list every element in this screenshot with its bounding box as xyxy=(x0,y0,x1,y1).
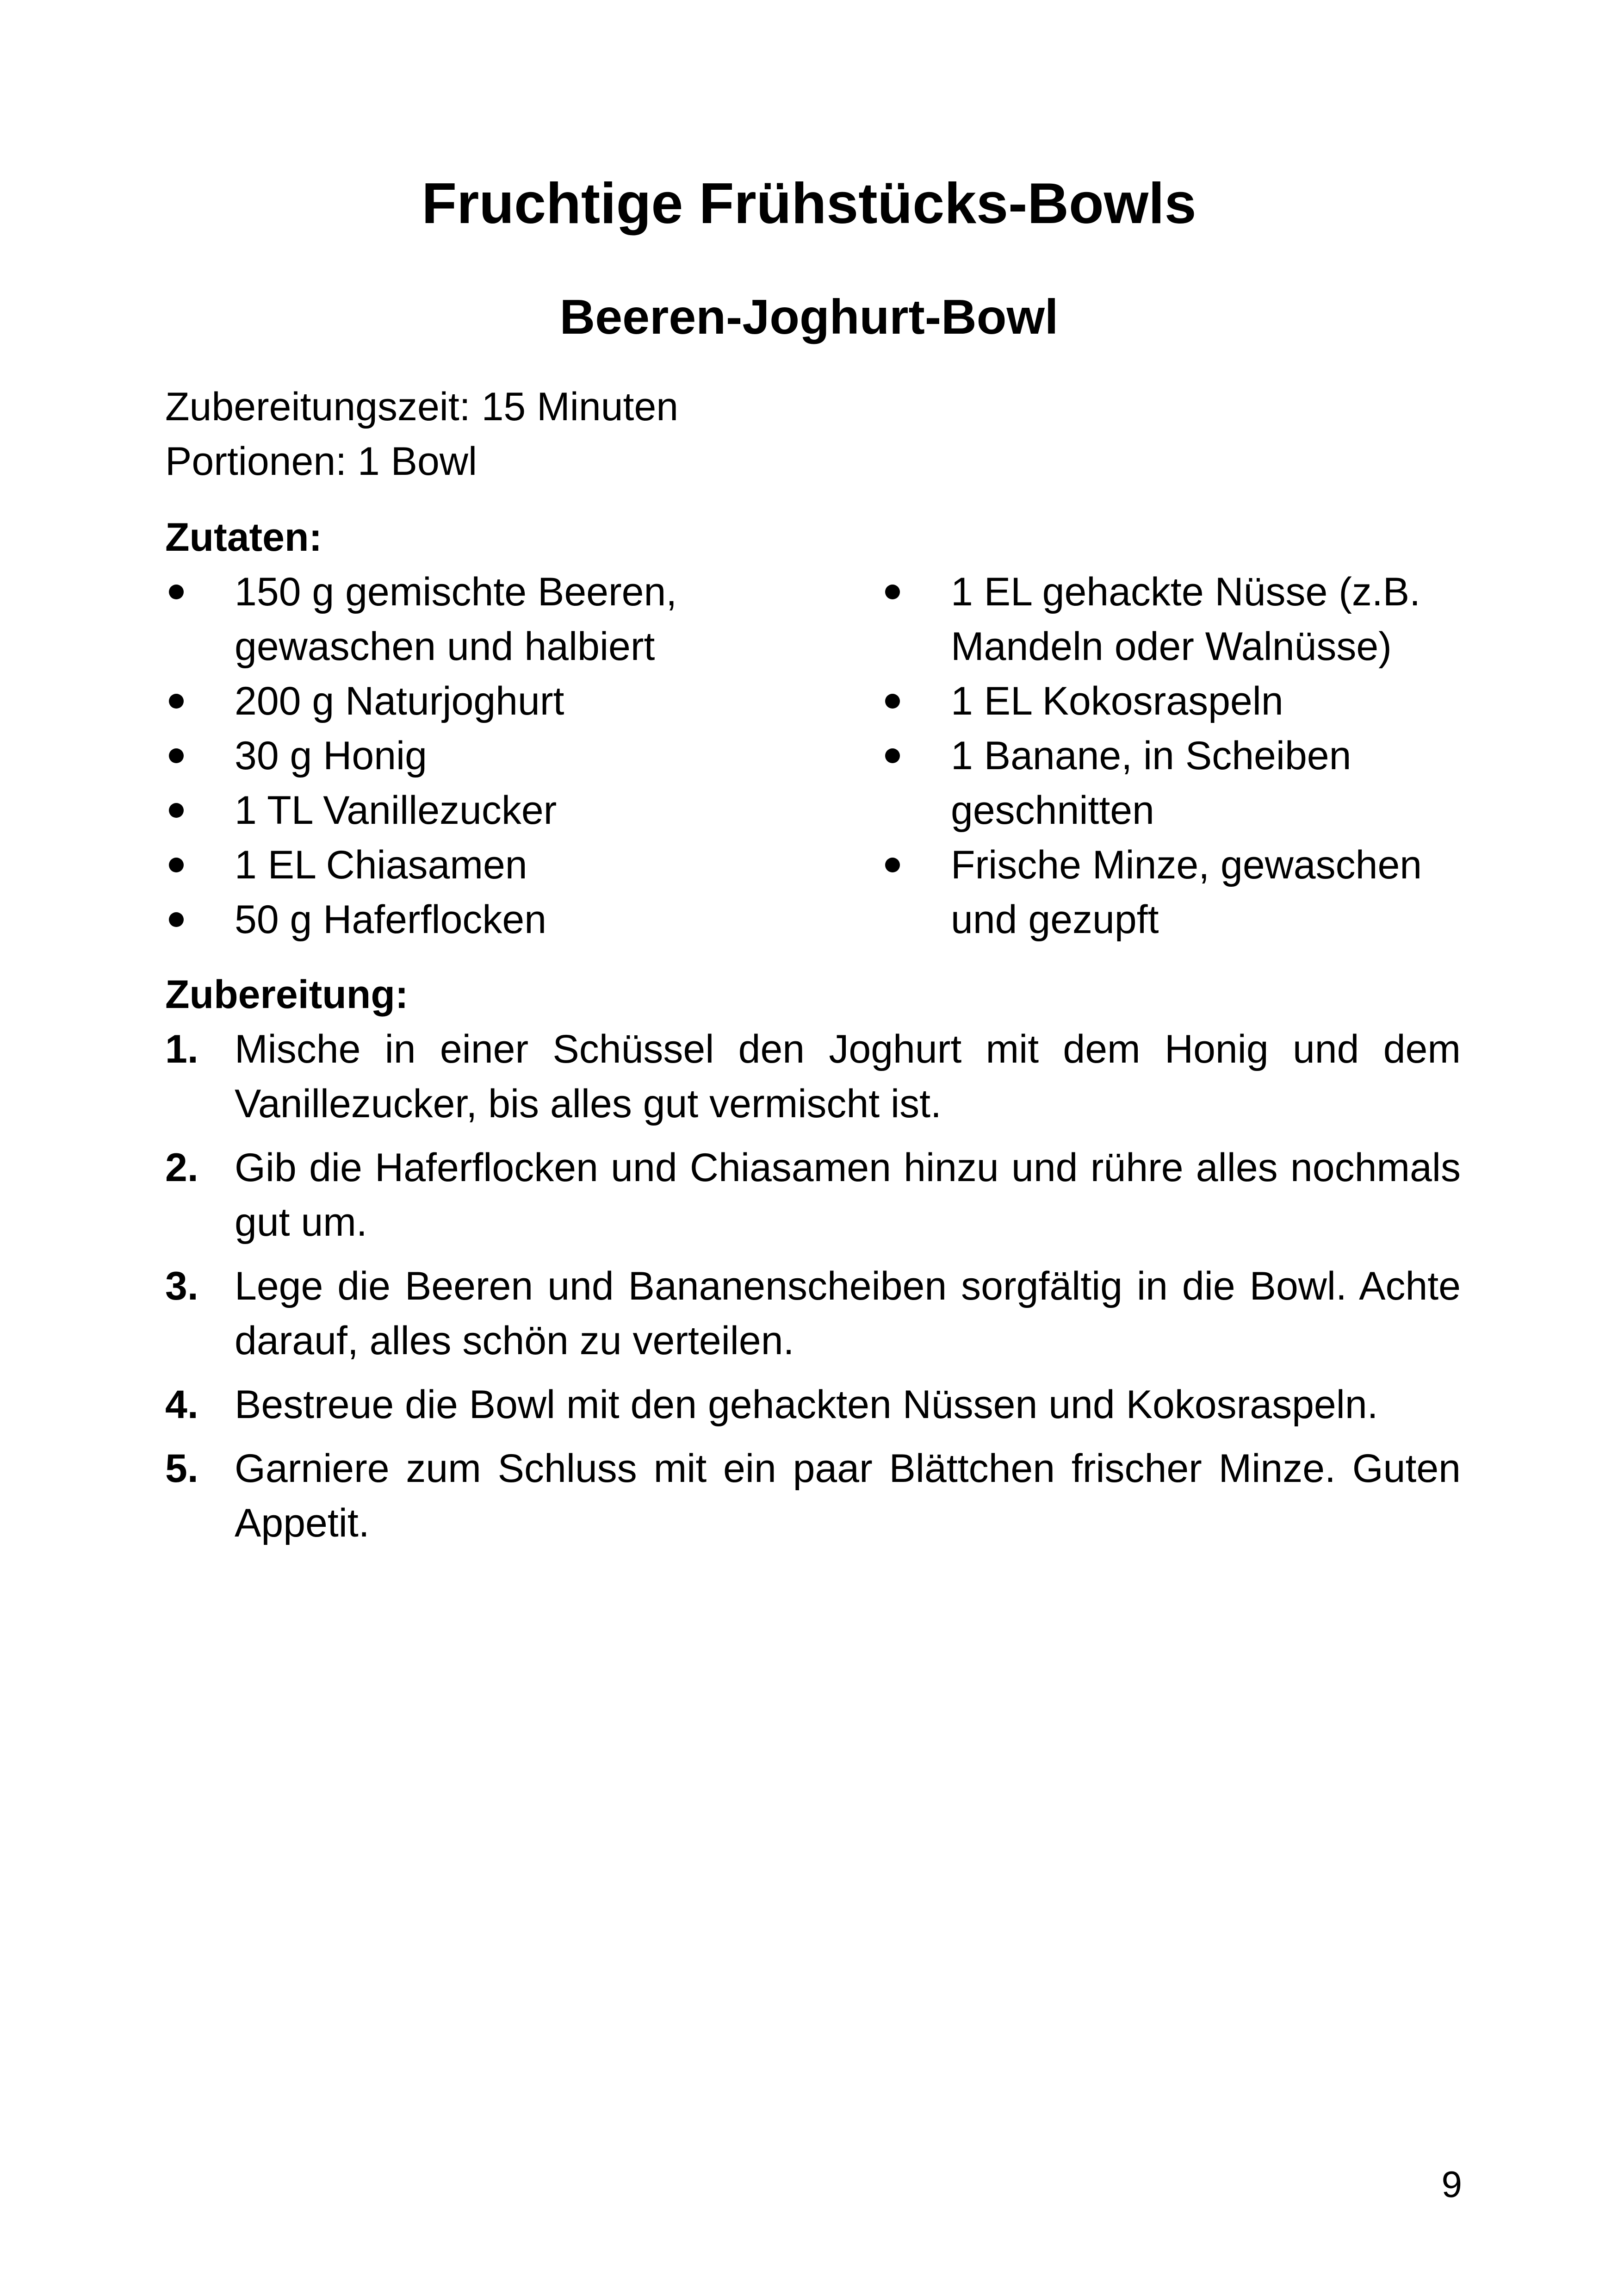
step-text: Lege die Beeren und Bananenscheiben sorgfältig in die Bowl. Achte darauf, alles schön zu verteilen. xyxy=(235,1264,1461,1363)
step-item xyxy=(165,1140,1461,1250)
step-number: 2. xyxy=(165,1145,198,1190)
bullet-icon xyxy=(169,694,184,709)
bullet-icon xyxy=(885,694,900,709)
preparation-steps xyxy=(165,1022,1461,1560)
ingredient-text: 30 g Honig xyxy=(235,734,427,778)
step-text: Gib die Haferflocken und Chiasamen hinzu und rühre alles nochmals gut um. xyxy=(235,1145,1461,1244)
bullet-icon xyxy=(885,858,900,872)
step-number: 5. xyxy=(165,1446,198,1491)
bullet-icon xyxy=(169,748,184,763)
step-text: Mische in einer Schüssel den Joghurt mit dem Honig und dem Vanillezucker, bis alles gut vermischt ist. xyxy=(235,1027,1461,1126)
ingredient-text: 150 g gemischte Beeren, gewaschen und halbiert xyxy=(235,570,677,669)
recipe-meta xyxy=(165,380,678,489)
ingredient-text: 1 EL Kokosraspeln xyxy=(951,679,1283,723)
ingredient-text: 1 Banane, in Scheiben geschnitten xyxy=(951,734,1351,833)
step-number: 1. xyxy=(165,1027,198,1071)
bullet-icon xyxy=(169,912,184,927)
ingredient-item xyxy=(881,728,1483,838)
recipe-title: Beeren-Joghurt-Bowl xyxy=(559,290,1059,344)
ingredient-item xyxy=(165,892,822,947)
step-number: 3. xyxy=(165,1264,198,1308)
ingredient-item xyxy=(165,728,822,783)
page-number: 9 xyxy=(1441,2164,1462,2205)
ingredient-text: 200 g Naturjoghurt xyxy=(235,679,564,723)
bullet-icon xyxy=(169,585,184,599)
bullet-icon xyxy=(885,748,900,763)
ingredients-list-right xyxy=(881,565,1483,947)
ingredient-item xyxy=(165,674,822,728)
ingredient-item xyxy=(165,838,822,892)
ingredient-item xyxy=(881,565,1483,674)
step-item xyxy=(165,1441,1461,1550)
ingredient-text: 1 EL Chiasamen xyxy=(235,843,527,887)
ingredients-list-left xyxy=(165,565,822,947)
step-item xyxy=(165,1022,1461,1131)
ingredient-item xyxy=(881,674,1483,728)
page-title: Fruchtige Frühstücks-Bowls xyxy=(422,172,1196,236)
step-item xyxy=(165,1377,1461,1432)
ingredient-text: 1 TL Vanillezucker xyxy=(235,788,557,833)
ingredient-item xyxy=(165,783,822,838)
ingredient-item xyxy=(165,565,822,674)
preparation-heading: Zubereitung: xyxy=(165,972,409,1017)
ingredients-heading: Zutaten: xyxy=(165,515,322,560)
bullet-icon xyxy=(169,803,184,818)
step-item xyxy=(165,1259,1461,1368)
ingredient-text: 1 EL gehackte Nüsse (z.B. Mandeln oder Walnüsse) xyxy=(951,570,1420,669)
ingredient-text: Frische Minze, gewaschen und gezupft xyxy=(951,843,1422,942)
bullet-icon xyxy=(885,585,900,599)
prep-time: Zubereitungszeit: 15 Minuten xyxy=(165,385,679,429)
ingredient-item xyxy=(881,838,1483,947)
step-text: Bestreue die Bowl mit den gehackten Nüssen und Kokosraspeln. xyxy=(235,1382,1378,1427)
ingredient-text: 50 g Haferflocken xyxy=(235,897,547,942)
step-text: Garniere zum Schluss mit ein paar Blättchen frischer Minze. Guten Appetit. xyxy=(235,1446,1461,1545)
bullet-icon xyxy=(169,858,184,872)
step-number: 4. xyxy=(165,1382,198,1427)
servings: Portionen: 1 Bowl xyxy=(165,439,477,484)
